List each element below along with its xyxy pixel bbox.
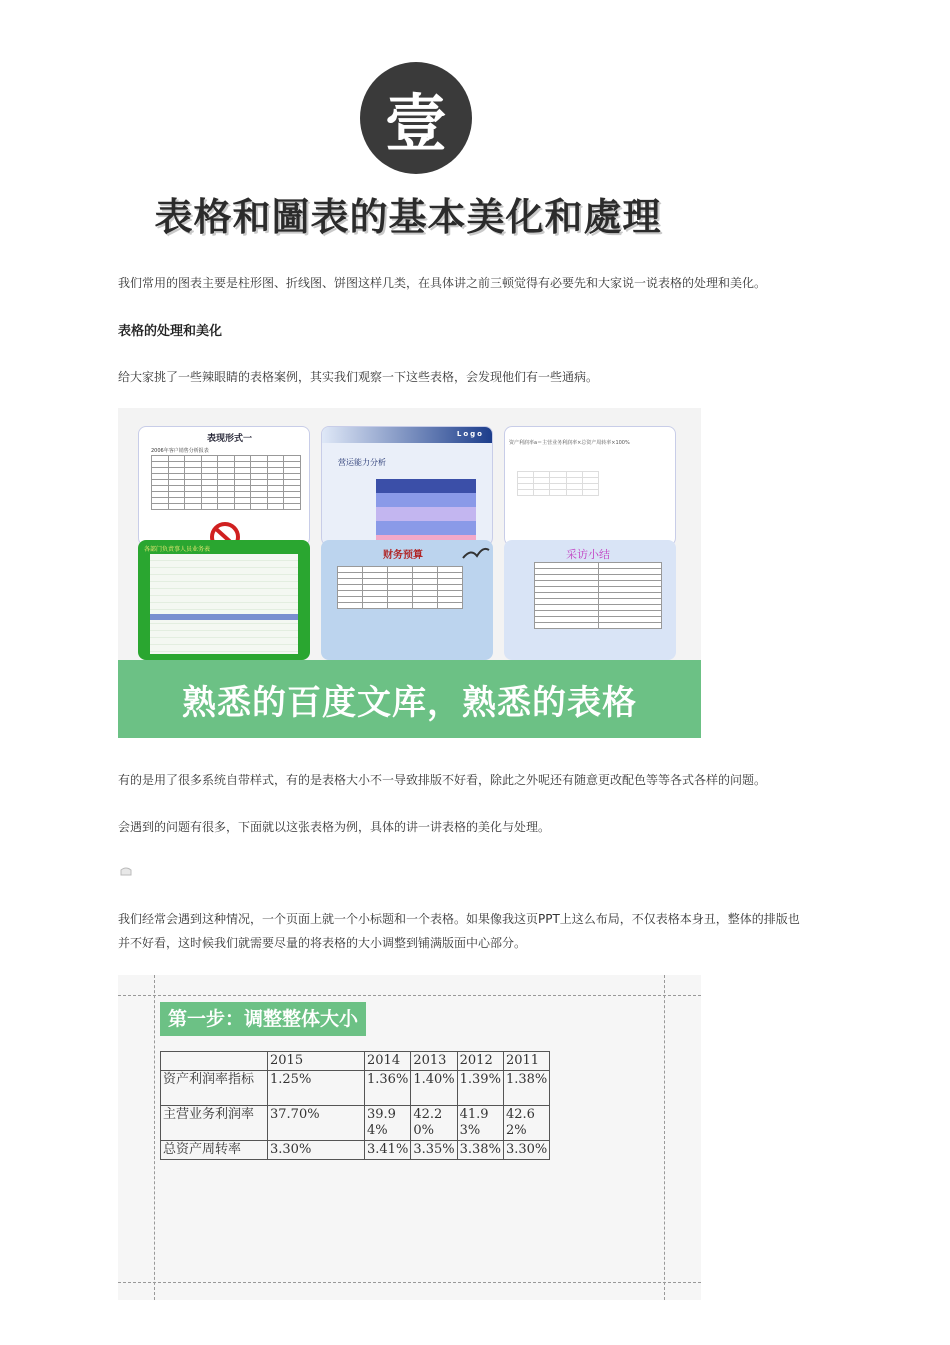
section-number-badge: 壹 — [360, 62, 472, 174]
guide-line — [118, 995, 701, 996]
thumb-title: 各部门负责事人员业务表 — [144, 546, 211, 553]
mosaic-banner: 熟悉的百度文库，熟悉的表格 — [118, 660, 701, 738]
example-intro-paragraph: 会遇到的问题有很多，下面就以这张表格为例，具体的讲一讲表格的美化与处理。 — [118, 820, 551, 834]
thumb-grid — [534, 562, 662, 629]
section-heading: 表格的处理和美化 — [118, 324, 223, 339]
table-cell: 37.70% — [268, 1106, 365, 1141]
thumb-title: 表现形式一 — [207, 434, 253, 444]
table-cell: 41.93% — [457, 1106, 503, 1141]
thumb-title: 财务预算 — [383, 550, 423, 561]
table-cell: 3.30% — [268, 1141, 365, 1160]
thumb-title: 采访小结 — [566, 548, 610, 561]
table-row — [161, 1141, 550, 1160]
financial-table — [160, 1051, 550, 1160]
table-cell: 2014 — [365, 1052, 411, 1071]
example-thumb-5 — [321, 540, 493, 660]
thumb-subtitle: 2006年客户销售分析报表 — [151, 448, 209, 454]
table-cell: 2013 — [411, 1052, 457, 1071]
table-cell: 1.40% — [411, 1071, 457, 1106]
layout-paragraph-line1: 我们经常会遇到这种情况，一个页面上就一个小标题和一个表格。如果像我这页PPT上这么布局，不仅表格本身丑，整体的排版也 — [118, 912, 800, 926]
table-cell: 1.39% — [457, 1071, 503, 1106]
example-thumb-6 — [504, 540, 676, 660]
layout-paragraph-line2: 并不好看，这时候我们就需要尽量的将表格的大小调整到铺满版面中心部分。 — [118, 936, 527, 950]
thumb-title: 资产利润率a＝主营业务利润率×总资产周转率×100% — [509, 440, 630, 446]
thumb-title: 营运能力分析 — [338, 458, 386, 467]
table-cell: 资产利润率指标 — [161, 1071, 268, 1106]
table-cell: 总资产周转率 — [161, 1141, 268, 1160]
broken-image-icon — [120, 866, 132, 876]
problems-paragraph: 有的是用了很多系统自带样式，有的是表格大小不一导致排版不好看，除此之外呢还有随意更改配色等等各式各样的问题。 — [118, 773, 767, 787]
table-cell: 1.38% — [503, 1071, 549, 1106]
table-cell: 3.35% — [411, 1141, 457, 1160]
table-row — [161, 1106, 550, 1141]
example-thumb-1 — [138, 426, 310, 546]
table-cell — [161, 1052, 268, 1071]
guide-line — [154, 975, 155, 1300]
table-row — [161, 1071, 550, 1106]
table-cell: 2011 — [503, 1052, 549, 1071]
example-thumb-4 — [138, 540, 310, 660]
example-thumb-2 — [321, 426, 493, 546]
thumb-grid — [517, 471, 599, 496]
table-cell: 2015 — [268, 1052, 365, 1071]
bad-table-examples-image — [118, 408, 701, 738]
main-title: 表格和圖表的基本美化和處理 — [154, 195, 662, 239]
table-cell: 主营业务利润率 — [161, 1106, 268, 1141]
table-cell: 1.25% — [268, 1071, 365, 1106]
bird-icon — [461, 544, 491, 564]
table-cell: 1.36% — [365, 1071, 411, 1106]
table-cell: 42.62% — [503, 1106, 549, 1141]
table-cell: 3.41% — [365, 1141, 411, 1160]
guide-line — [118, 1282, 701, 1283]
table-cell: 3.38% — [457, 1141, 503, 1160]
thumb-logo: Logo — [456, 430, 484, 438]
table-cell: 39.94% — [365, 1106, 411, 1141]
intro-paragraph: 我们常用的图表主要是柱形图、折线图、饼图这样几类，在具体讲之前三顿觉得有必要先和大家说一说表格的处理和美化。 — [118, 276, 767, 290]
ppt-slide-image — [118, 975, 701, 1300]
table-cell: 3.30% — [503, 1141, 549, 1160]
table-cell: 2012 — [457, 1052, 503, 1071]
thumb-grid — [337, 566, 463, 609]
guide-line — [664, 975, 665, 1300]
step-label: 第一步：调整整体大小 — [160, 1002, 366, 1036]
thumb-grid — [151, 455, 301, 510]
example-thumb-3 — [504, 426, 676, 546]
examples-paragraph: 给大家挑了一些辣眼睛的表格案例，其实我们观察一下这些表格，会发现他们有一些通病。 — [118, 370, 599, 384]
table-cell: 42.20% — [411, 1106, 457, 1141]
table-header-row — [161, 1052, 550, 1071]
